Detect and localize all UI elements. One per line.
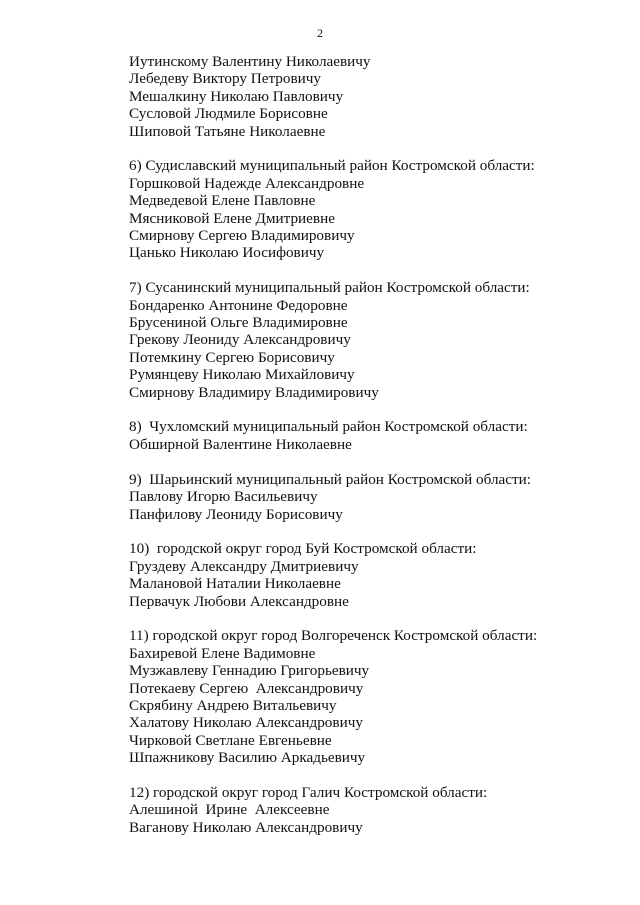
recipient-name: Сусловой Людмиле Борисовне	[129, 105, 328, 123]
recipient-name: Груздеву Александру Дмитриевичу	[129, 557, 359, 575]
recipient-name: Потемкину Сергею Борисовичу	[129, 348, 335, 366]
recipient-name: Цанько Николаю Иосифовичу	[129, 244, 325, 262]
section-8	[129, 418, 599, 453]
recipient-name: Скрябину Андрею Витальевичу	[129, 696, 337, 714]
recipient-name: Бахиревой Елене Вадимовне	[129, 644, 316, 662]
recipient-name: Горшковой Надежде Александровне	[129, 174, 365, 192]
recipient-name: Павлову Игорю Васильевичу	[129, 488, 318, 506]
recipient-name: Брусениной Ольге Владимировне	[129, 314, 348, 332]
recipient-name: Первачук Любови Александровне	[129, 592, 349, 610]
section-9	[129, 471, 599, 523]
recipient-name: Румянцеву Николаю Михайловичу	[129, 366, 355, 384]
section-6	[129, 157, 599, 261]
recipient-name: Алешиной Ирине Алексеевне	[129, 801, 330, 819]
section-heading: 6) Судиславский муниципальный район Костромской области:	[129, 157, 535, 175]
intro-name-list	[129, 53, 599, 140]
section-heading: 8) Чухломский муниципальный район Костромской области:	[129, 418, 528, 436]
section-7	[129, 279, 599, 401]
recipient-name: Шиповой Татьяне Николаевне	[129, 122, 326, 140]
recipient-name: Шпажникову Василию Аркадьевичу	[129, 749, 366, 767]
recipient-name: Чирковой Светлане Евгеньевне	[129, 731, 332, 749]
section-heading: 10) городской округ город Буй Костромской области:	[129, 540, 477, 558]
recipient-name: Мясниковой Елене Дмитриевне	[129, 209, 335, 227]
section-heading: 7) Сусанинский муниципальный район Костромской области:	[129, 279, 530, 297]
recipient-name: Мешалкину Николаю Павловичу	[129, 87, 344, 105]
recipient-name: Иутинскому Валентину Николаевичу	[129, 53, 371, 70]
section-heading: 11) городской округ город Волгореченск Костромской области:	[129, 627, 538, 645]
document-body	[129, 53, 599, 836]
recipient-name: Смирнову Владимиру Владимировичу	[129, 383, 379, 401]
recipient-name: Лебедеву Виктору Петровичу	[129, 70, 322, 88]
recipient-name: Потекаеву Сергею Александровичу	[129, 679, 364, 697]
recipient-name: Малановой Наталии Николаевне	[129, 575, 341, 593]
recipient-name: Ваганову Николаю Александровичу	[129, 818, 363, 836]
page-number: 2	[317, 26, 323, 40]
recipient-name: Грекову Леониду Александровичу	[129, 331, 351, 349]
section-12	[129, 784, 599, 836]
recipient-name: Медведевой Елене Павловне	[129, 192, 316, 210]
recipient-name: Музжавлеву Геннадию Григорьевичу	[129, 662, 370, 680]
section-11	[129, 627, 599, 766]
section-heading: 9) Шарьинский муниципальный район Костромской области:	[129, 470, 531, 488]
section-heading: 12) городской округ город Галич Костромской области:	[129, 783, 488, 801]
recipient-name: Бондаренко Антонине Федоровне	[129, 296, 348, 314]
recipient-name: Панфилову Леониду Борисовичу	[129, 505, 343, 523]
section-10	[129, 540, 599, 610]
recipient-name: Обширной Валентине Николаевне	[129, 435, 352, 453]
recipient-name: Халатову Николаю Александровичу	[129, 714, 363, 732]
recipient-name: Смирнову Сергею Владимировичу	[129, 227, 355, 245]
